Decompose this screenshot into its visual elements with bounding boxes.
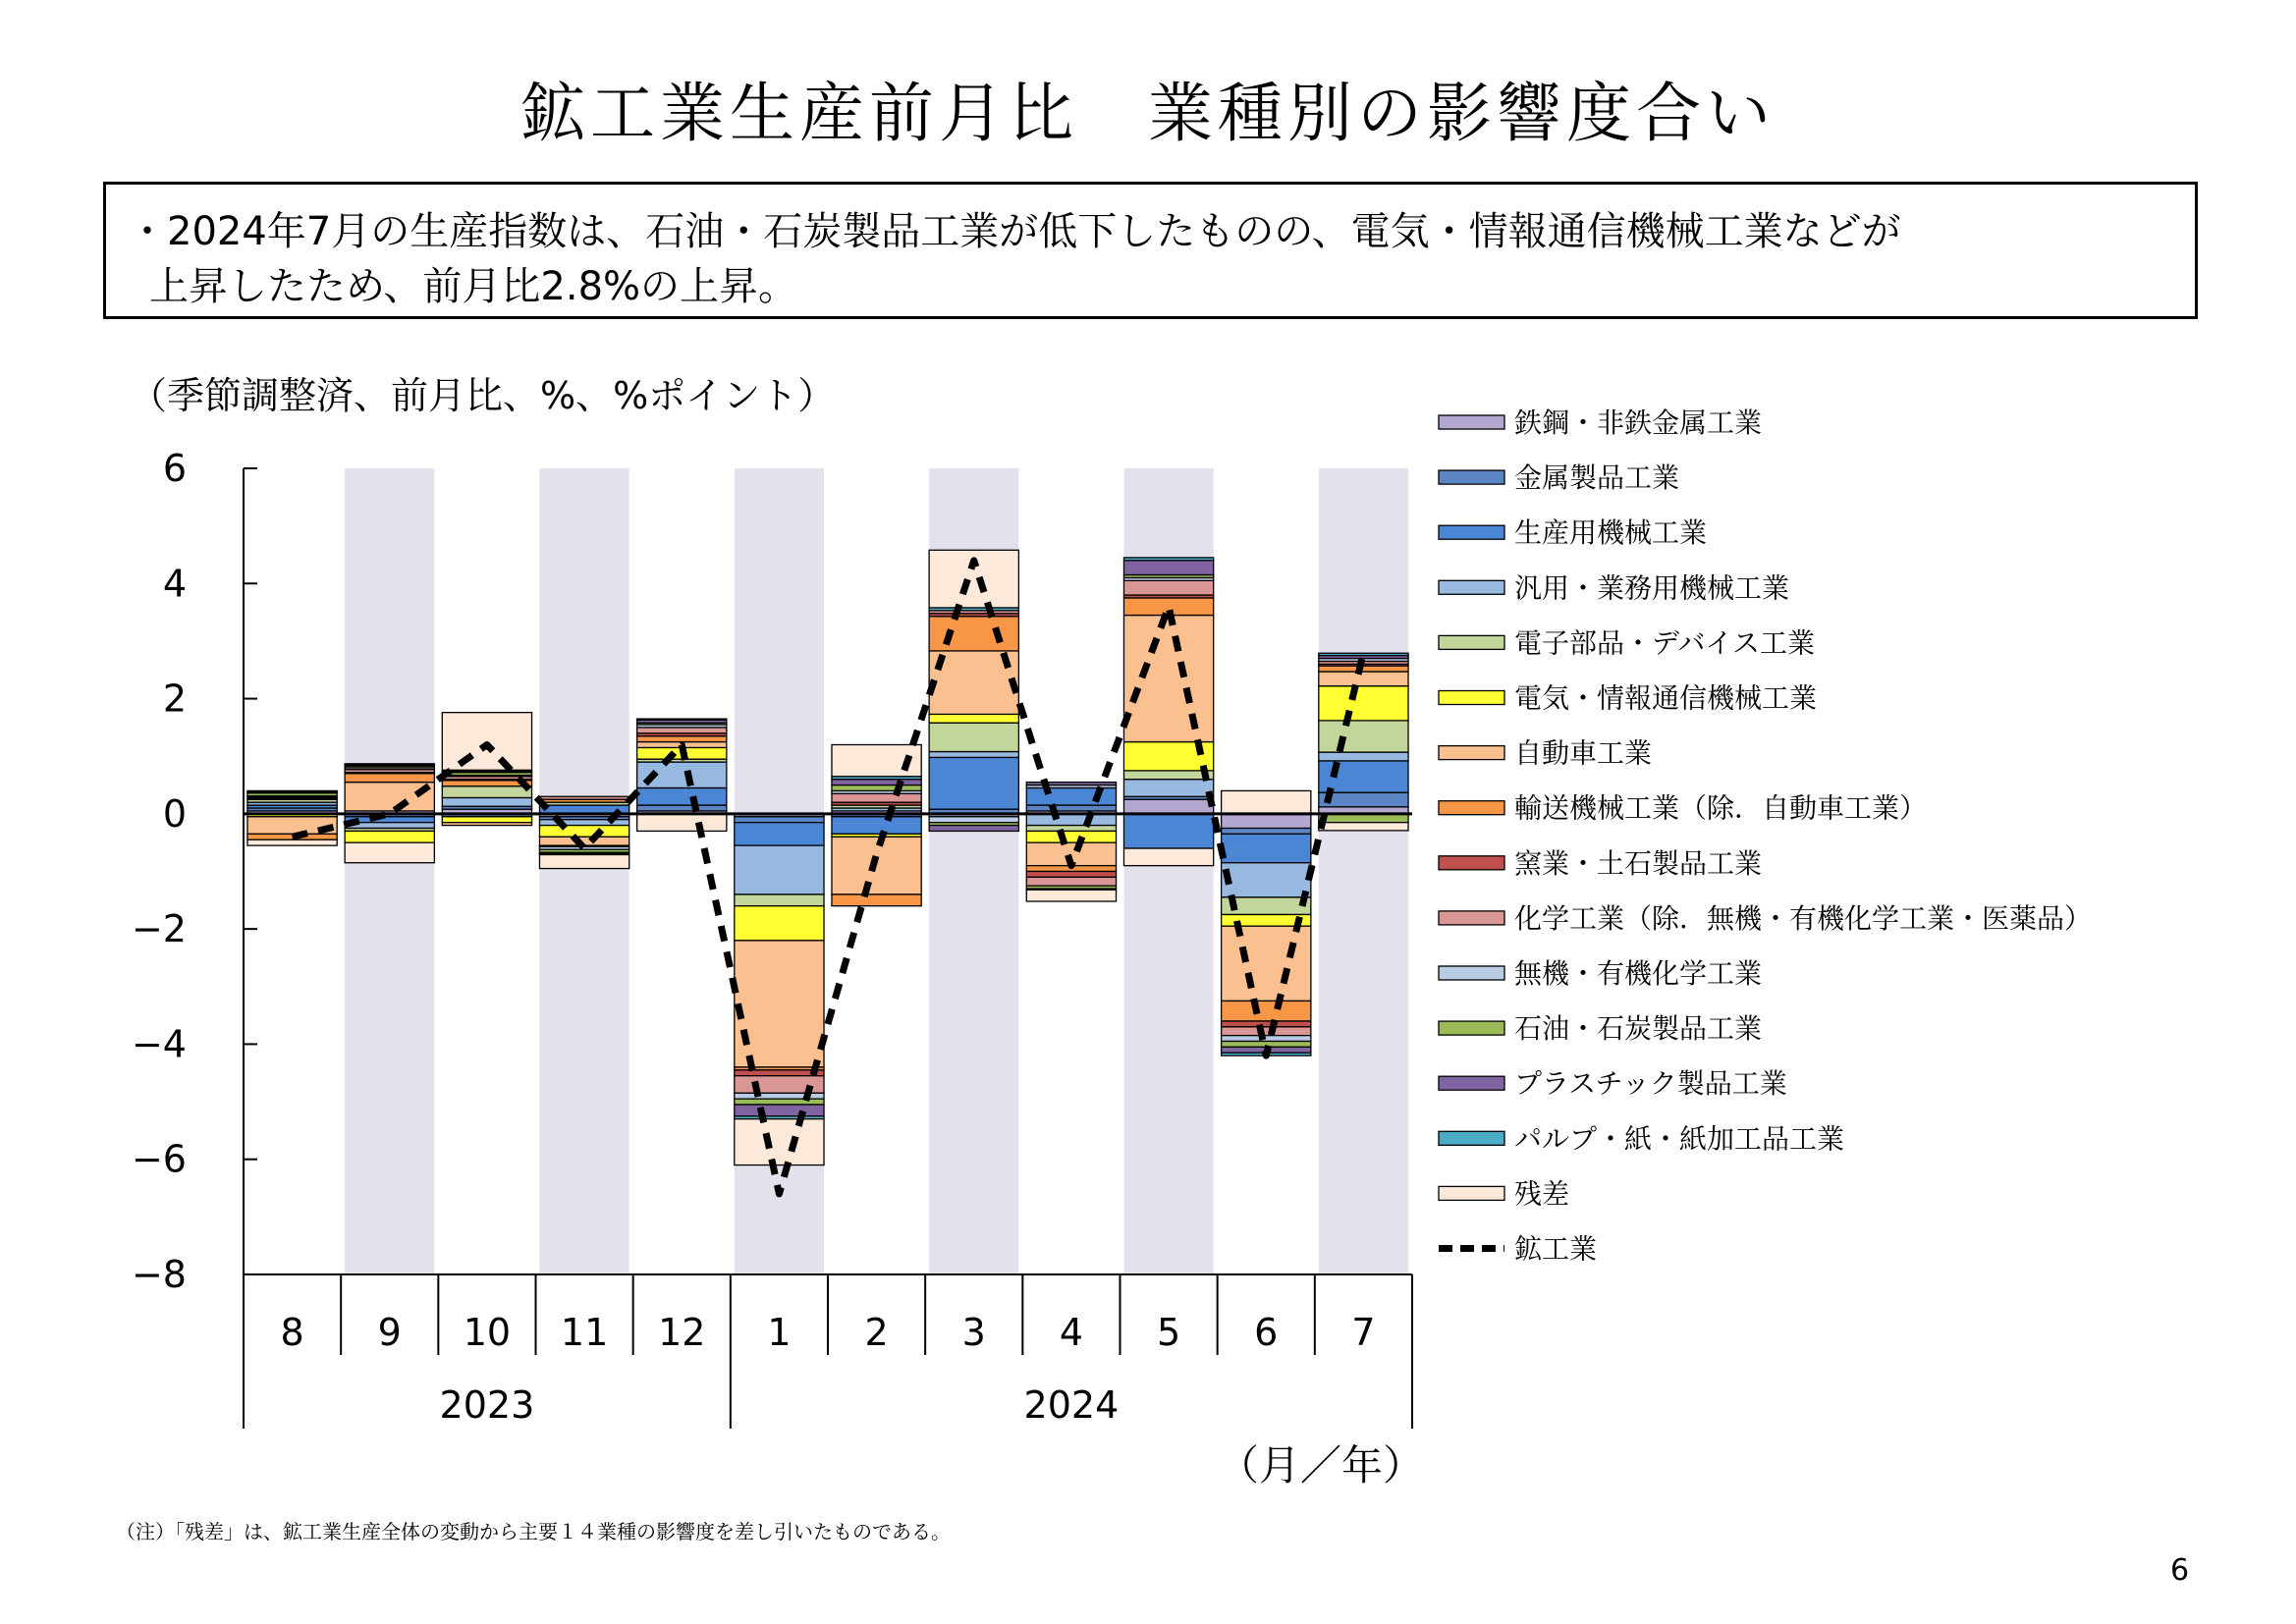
legend-swatch — [1439, 911, 1504, 925]
legend-swatch — [1439, 966, 1504, 980]
y-tick-label: 6 — [162, 447, 187, 490]
bar-segment — [1123, 580, 1213, 595]
y-tick-label: −6 — [131, 1137, 187, 1181]
legend-label: 石油・石炭製品工業 — [1514, 1012, 1763, 1046]
legend-label: 生産用機械工業 — [1514, 516, 1708, 550]
summary-line-1: ・2024年7月の生産指数は、石油・石炭製品工業が低下したものの、電気・情報通信機械工業などが — [128, 209, 1901, 254]
bar-segment — [442, 823, 531, 826]
bar-segment — [637, 728, 727, 733]
bar-segment — [1123, 561, 1213, 575]
bar-segment — [1319, 686, 1408, 721]
bar-segment — [735, 906, 824, 941]
legend-label: プラスチック製品工業 — [1514, 1067, 1787, 1101]
bar-segment — [1123, 780, 1213, 797]
legend-swatch — [1439, 525, 1504, 539]
legend-swatch — [1439, 635, 1504, 649]
bar-segment — [1222, 1021, 1311, 1027]
legend-label: 金属製品工業 — [1514, 461, 1680, 495]
x-tick-label: 6 — [1254, 1311, 1279, 1354]
x-tick-label: 8 — [280, 1311, 304, 1354]
legend-swatch — [1439, 801, 1504, 815]
bar-segment — [1026, 877, 1116, 886]
legend-swatch — [1439, 580, 1504, 594]
bar-segment — [1319, 653, 1408, 655]
x-tick-label: 2 — [864, 1311, 889, 1354]
bar-segment — [345, 774, 434, 783]
bar-segment — [345, 831, 434, 842]
page-number: 6 — [2170, 1553, 2190, 1588]
bar-segment — [1026, 826, 1116, 832]
bar-segment — [1319, 672, 1408, 686]
bar-segment — [735, 894, 824, 906]
bar-segment — [735, 1099, 824, 1105]
bar-segment — [1222, 834, 1311, 862]
y-tick-label: 2 — [162, 677, 187, 721]
legend-swatch — [1439, 746, 1504, 760]
x-tick-label: 11 — [560, 1311, 609, 1354]
legend-label: 電子部品・デバイス工業 — [1514, 626, 1816, 660]
bar-segment — [442, 817, 531, 823]
legend-swatch — [1439, 1186, 1504, 1200]
legend-label: 自動車工業 — [1514, 736, 1653, 770]
bar-segment — [442, 713, 531, 771]
legend-label: 残差 — [1514, 1177, 1570, 1211]
shade-band — [1319, 468, 1408, 1274]
legend-label: 窯業・土石製品工業 — [1514, 846, 1763, 880]
bar-segment — [832, 817, 921, 835]
bar-segment — [1319, 721, 1408, 752]
legend-label: 鉄鋼・非鉄金属工業 — [1514, 406, 1763, 439]
bar-segment — [1123, 616, 1213, 742]
bar-segment — [1222, 814, 1311, 829]
bar-segment — [929, 723, 1018, 751]
legend-label: 輸送機械工業（除．自動車工業） — [1514, 791, 1928, 825]
bar-segment — [1123, 799, 1213, 814]
legend-swatch — [1439, 856, 1504, 870]
legend-swatch — [1439, 470, 1504, 484]
bar-segment — [637, 719, 727, 720]
bar-segment — [1026, 814, 1116, 826]
bar-segment — [929, 826, 1018, 832]
bar-segment — [735, 1119, 824, 1165]
bar-segment — [1222, 790, 1311, 813]
bar-segment — [929, 617, 1018, 651]
bar-segment — [1026, 805, 1116, 811]
bar-segment — [929, 757, 1018, 809]
x-tick-label: 5 — [1156, 1311, 1181, 1354]
unit-label: （季節調整済、前月比、%、%ポイント） — [130, 374, 836, 417]
legend-swatch — [1439, 1076, 1504, 1090]
bar-segment — [442, 786, 531, 798]
bar-segment — [345, 842, 434, 863]
bar-segment — [735, 845, 824, 894]
page-title: 鉱工業生産前月比 業種別の影響度合い — [520, 76, 1776, 151]
bar-segment — [735, 817, 824, 823]
shade-band — [539, 468, 629, 1274]
legend-label: 無機・有機化学工業 — [1514, 957, 1763, 990]
y-tick-label: 4 — [162, 562, 187, 606]
bar-segment — [637, 814, 727, 832]
legend-label: 鉱工業 — [1514, 1232, 1598, 1266]
bar-segment — [1026, 890, 1116, 901]
legend-label: 汎用・業務用機械工業 — [1514, 571, 1790, 605]
bar-segment — [1123, 848, 1213, 866]
bar-segment — [735, 941, 824, 1067]
y-tick-label: −2 — [131, 907, 187, 951]
y-tick-label: −4 — [131, 1022, 187, 1066]
bar-segment — [539, 796, 629, 799]
x-axis-unit: （月／年） — [1218, 1441, 1425, 1489]
year-label: 2024 — [1023, 1383, 1120, 1427]
bar-segment — [1026, 783, 1116, 785]
footnote: （注）「残差」は、鉱工業生産全体の変動から主要１４業種の影響度を差し引いたものである。 — [116, 1520, 951, 1543]
bar-segment — [735, 823, 824, 845]
bar-segment — [1319, 752, 1408, 761]
bar-segment — [832, 785, 921, 791]
legend-label: 電気・情報通信機械工業 — [1514, 681, 1818, 715]
bar-segment — [637, 787, 727, 805]
legend — [1439, 406, 2092, 1266]
bar-segment — [832, 894, 921, 906]
bar-segment — [1222, 1001, 1311, 1021]
bar-segment — [1123, 814, 1213, 848]
bar-segment — [1222, 1027, 1311, 1036]
bar-segment — [1222, 926, 1311, 1001]
y-tick-label: −8 — [131, 1253, 187, 1296]
bar-segment — [1123, 558, 1213, 561]
legend-swatch — [1439, 1021, 1504, 1035]
bar-segment — [735, 1105, 824, 1116]
x-tick-label: 3 — [961, 1311, 986, 1354]
bar-segment — [1222, 863, 1311, 897]
y-tick-label: 0 — [162, 791, 187, 836]
x-tick-label: 12 — [658, 1311, 706, 1354]
bar-segment — [1026, 872, 1116, 878]
bar-segment — [345, 764, 434, 765]
bar-segment — [832, 780, 921, 785]
bar-segment — [637, 805, 727, 811]
legend-label: 化学工業（除．無機・有機化学工業・医薬品） — [1514, 901, 2093, 935]
bar-segment — [929, 817, 1018, 823]
year-label: 2023 — [439, 1383, 535, 1427]
summary-line-2: 上昇したため、前月比2.8%の上昇。 — [149, 264, 798, 309]
x-tick-label: 4 — [1059, 1311, 1084, 1354]
x-tick-label: 10 — [463, 1311, 512, 1354]
bar-segment — [539, 826, 629, 838]
legend-label: パルプ・紙・紙加工品工業 — [1514, 1122, 1845, 1156]
bar-segment — [539, 854, 629, 868]
legend-swatch — [1439, 1131, 1504, 1145]
bar-segment — [1026, 831, 1116, 842]
bar-segment — [1222, 1036, 1311, 1042]
bar-segment — [539, 820, 629, 826]
bar-segment — [345, 783, 434, 811]
bar-segment — [442, 797, 531, 806]
bar-segment — [1222, 829, 1311, 835]
bar-segment — [929, 752, 1018, 758]
x-tick-label: 7 — [1351, 1311, 1376, 1354]
shade-band — [345, 468, 434, 1274]
bar-segment — [832, 793, 921, 802]
legend-swatch — [1439, 415, 1504, 429]
x-tick-label: 9 — [377, 1311, 402, 1354]
bar-segment — [1319, 823, 1408, 831]
bar-segment — [247, 790, 337, 791]
x-tick-label: 1 — [767, 1311, 792, 1354]
bar-segment — [637, 736, 727, 742]
bar-segment — [929, 714, 1018, 723]
bar-segment — [247, 839, 337, 845]
legend-swatch — [1439, 691, 1504, 705]
bar-segment — [1123, 771, 1213, 780]
